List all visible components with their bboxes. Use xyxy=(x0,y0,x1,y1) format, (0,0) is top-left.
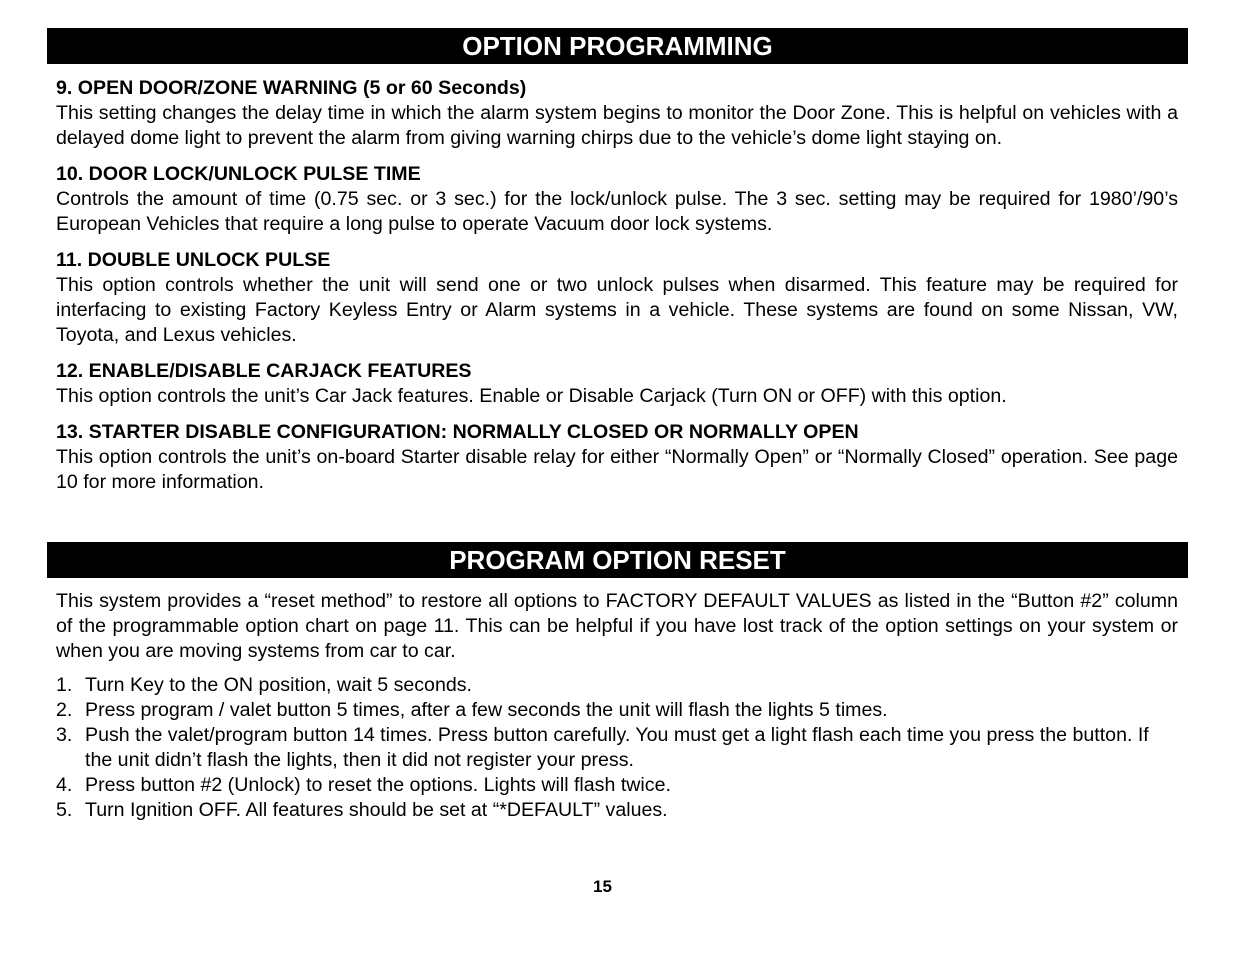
step-text: Press program / valet button 5 times, after a few seconds the unit will flash the lights 5 times. xyxy=(85,699,888,721)
page-number: 15 xyxy=(593,877,612,896)
step-number: 3. xyxy=(56,724,73,746)
option-13-text: This option controls the unit’s on-board Starter disable relay for either “Normally Open” or “Normally Closed” operation. See page 10 for more information. xyxy=(56,446,1178,493)
reset-intro: This system provides a “reset method” to restore all options to FACTORY DEFAULT VALUES as listed in the “Button #2” column of the programmable option chart on page 11. This can be helpful if you have lost track of the option settings on your system or when you are moving systems from car to car. xyxy=(56,590,1178,662)
option-10-text: Controls the amount of time (0.75 sec. or 3 sec.) for the lock/unlock pulse. The 3 sec. setting may be required for 1980’/90’s European Vehicles that require a long pulse to operate Vacuum door lock systems. xyxy=(56,188,1178,235)
step-number: 4. xyxy=(56,774,73,796)
option-10 xyxy=(56,162,1178,237)
step-text: Turn Ignition OFF. All features should be set at “*DEFAULT” values. xyxy=(85,799,668,821)
option-9-title: 9. OPEN DOOR/ZONE WARNING (5 or 60 Seconds) xyxy=(56,77,527,99)
reset-steps-list xyxy=(56,673,1178,823)
option-12-title: 12. ENABLE/DISABLE CARJACK FEATURES xyxy=(56,360,472,382)
list-item xyxy=(56,698,1178,723)
step-number: 2. xyxy=(56,699,73,721)
step-text: Push the valet/program button 14 times. Press button carefully. You must get a light flash each time you press the button. If the unit didn’t flash the lights, then it did not register your press. xyxy=(85,724,1149,771)
program-option-reset-section xyxy=(56,589,1178,823)
option-11-text: This option controls whether the unit will send one or two unlock pulses when disarmed. This feature may be required for interfacing to existing Factory Keyless Entry or Alarm systems in a vehicle. These systems are found on some Nissan, VW, Toyota, and Lexus vehicles. xyxy=(56,274,1178,346)
option-13-title: 13. STARTER DISABLE CONFIGURATION: NORMALLY CLOSED OR NORMALLY OPEN xyxy=(56,421,859,443)
option-10-title: 10. DOOR LOCK/UNLOCK PULSE TIME xyxy=(56,163,421,185)
list-item xyxy=(56,723,1178,773)
program-option-reset-header: PROGRAM OPTION RESET xyxy=(47,542,1188,578)
step-text: Press button #2 (Unlock) to reset the options. Lights will flash twice. xyxy=(85,774,671,796)
option-13 xyxy=(56,420,1178,495)
option-programming-section xyxy=(56,76,1178,506)
option-9-text: This setting changes the delay time in which the alarm system begins to monitor the Door Zone. This is helpful on vehicles with a delayed dome light to prevent the alarm from giving warning chirps due to the vehicle’s dome light staying on. xyxy=(56,102,1178,149)
list-item xyxy=(56,673,1178,698)
option-11 xyxy=(56,248,1178,348)
list-item xyxy=(56,798,1178,823)
option-12-text: This option controls the unit’s Car Jack features. Enable or Disable Carjack (Turn ON or OFF) with this option. xyxy=(56,385,1007,407)
option-programming-header: OPTION PROGRAMMING xyxy=(47,28,1188,64)
step-number: 1. xyxy=(56,674,73,696)
option-9 xyxy=(56,76,1178,151)
list-item xyxy=(56,773,1178,798)
option-11-title: 11. DOUBLE UNLOCK PULSE xyxy=(56,249,331,271)
step-number: 5. xyxy=(56,799,73,821)
option-12 xyxy=(56,359,1178,409)
step-text: Turn Key to the ON position, wait 5 seconds. xyxy=(85,674,472,696)
